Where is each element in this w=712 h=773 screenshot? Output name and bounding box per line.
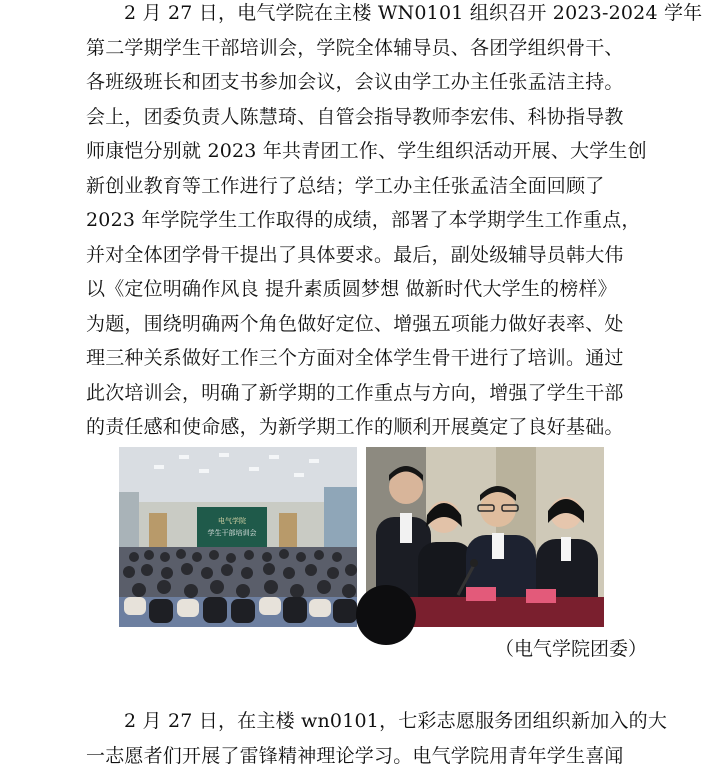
paragraph-line: 2023 年学院学生工作取得的成绩，部署了本学期学生工作重点，	[86, 203, 630, 238]
officials-table-photo	[366, 447, 604, 627]
paragraph-line: 为题，围绕明确两个角色做好定位、增强五项能力做好表率、处	[86, 307, 630, 342]
foreground-head	[356, 585, 416, 645]
paragraph-line: 2 月 27 日，在主楼 wn0101，七彩志愿服务团组织新加入的大	[86, 704, 630, 739]
volunteer-report-paragraph	[86, 704, 630, 773]
paragraph-line: 会上，团委负责人陈慧琦、自管会指导教师李宏伟、科协指导教	[86, 100, 630, 135]
paragraph-line: 并对全体团学骨干提出了具体要求。最后，副处级辅导员韩大伟	[86, 238, 630, 273]
paragraph-line: 第二学期学生干部培训会，学院全体辅导员、各团学组织骨干、	[86, 31, 630, 66]
paragraph-line: 2 月 27 日，电气学院在主楼 WN0101 组织召开 2023-2024 学年	[86, 0, 630, 31]
table	[406, 597, 604, 627]
paragraph-line: 的责任感和使命感，为新学期工作的顺利开展奠定了良好基础。	[86, 410, 630, 445]
paragraph-line: 一志愿者们开展了雷锋精神理论学习。电气学院用青年学生喜闻	[86, 739, 630, 773]
projection-screen	[197, 507, 267, 547]
paragraph-line: 此次培训会，明确了新学期的工作重点与方向，增强了学生干部	[86, 376, 630, 411]
lecture-hall-photo	[119, 447, 357, 627]
paragraph-line: 师康恺分别就 2023 年共青团工作、学生组织活动开展、大学生创	[86, 134, 630, 169]
source-attribution: （电气学院团委）	[495, 634, 647, 664]
paragraph-line: 理三种关系做好工作三个方面对全体学生骨干进行了培训。通过	[86, 341, 630, 376]
screen-subtitle-line: 学生干部培训会	[208, 528, 257, 537]
paragraph-line: 以《定位明确作风良 提升素质圆梦想 做新时代大学生的榜样》	[86, 272, 630, 307]
paragraph-line: 各班级班长和团支书参加会议，会议由学工办主任张孟洁主持。	[86, 65, 630, 100]
officials-table-illustration	[366, 447, 604, 627]
screen-title-line: 电气学院	[218, 516, 246, 525]
meeting-report-paragraph	[86, 0, 630, 445]
paragraph-line: 新创业教育等工作进行了总结；学工办主任张孟洁全面回顾了	[86, 169, 630, 204]
lecture-hall-illustration	[119, 447, 357, 627]
